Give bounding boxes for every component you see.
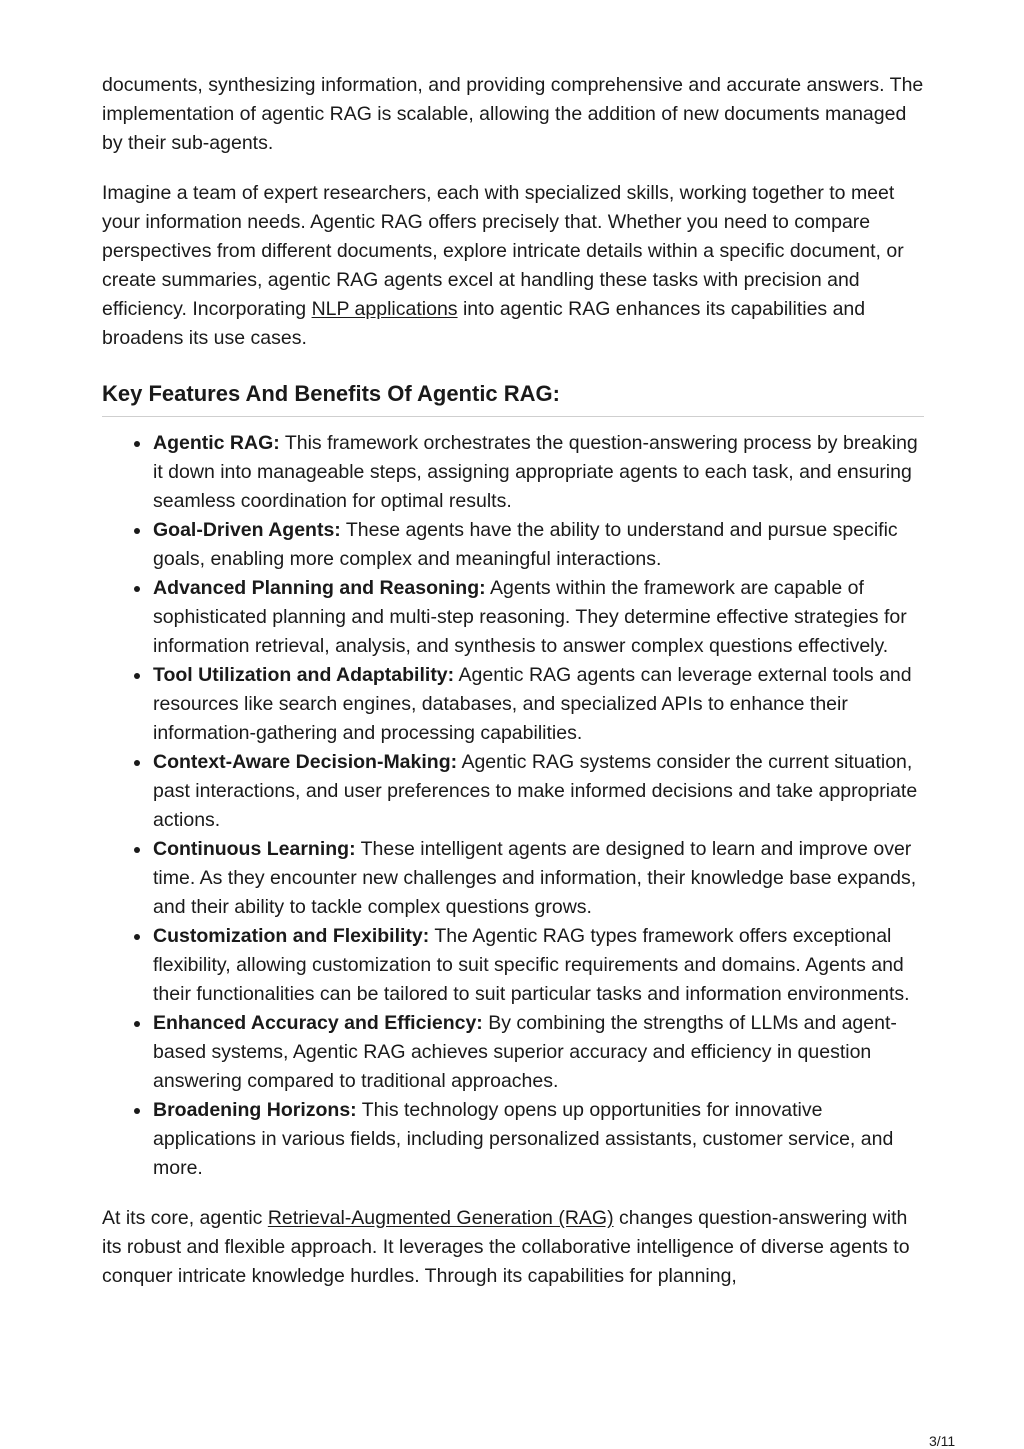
feature-text: By combining the strengths of LLMs and agent-based systems, Agentic RAG achieves superior accuracy and efficiency in question answering compared to traditional approaches. xyxy=(153,1012,897,1092)
feature-title: Enhanced Accuracy and Efficiency: xyxy=(153,1012,483,1034)
document-body xyxy=(102,71,924,1291)
rag-link[interactable]: Retrieval-Augmented Generation (RAG) xyxy=(267,1207,614,1229)
paragraph-expert-team xyxy=(102,179,924,353)
feature-text: Agentic RAG systems consider the current situation, past interactions, and user preferences to make informed decisions and take appropriate actions. xyxy=(153,751,918,831)
paragraph-text: into agentic RAG enhances its capabilities and broadens its use cases. xyxy=(102,298,866,349)
feature-title: Broadening Horizons: xyxy=(153,1099,357,1121)
list-item xyxy=(153,922,924,1009)
list-item xyxy=(153,574,924,661)
feature-title: Goal-Driven Agents: xyxy=(153,519,341,541)
paragraph-conclusion xyxy=(102,1204,924,1291)
feature-title: Continuous Learning: xyxy=(153,838,356,860)
feature-text: These agents have the ability to understand and pursue specific goals, enabling more complex and meaningful interactions. xyxy=(153,519,898,570)
feature-title: Agentic RAG: xyxy=(153,432,280,454)
feature-text: The Agentic RAG types framework offers exceptional flexibility, allowing customization to suit specific requirements and domains. Agents and their functionalities can be tailored to suit particular tasks and information environments. xyxy=(153,925,910,1005)
nlp-applications-link[interactable]: NLP applications xyxy=(311,298,458,320)
page-number: 3/11 xyxy=(929,1433,956,1449)
feature-title: Customization and Flexibility: xyxy=(153,925,430,947)
features-list xyxy=(102,429,924,1183)
section-heading: Key Features And Benefits Of Agentic RAG: xyxy=(102,379,924,417)
feature-text: Agentic RAG agents can leverage external tools and resources like search engines, databases, and specialized APIs to enhance their information-gathering and processing capabilities. xyxy=(153,664,912,744)
feature-title: Tool Utilization and Adaptability: xyxy=(153,664,455,686)
list-item xyxy=(153,516,924,574)
feature-text: These intelligent agents are designed to learn and improve over time. As they encounter new challenges and information, their knowledge base expands, and their ability to tackle complex questions grows. xyxy=(153,838,917,918)
list-item xyxy=(153,748,924,835)
list-item xyxy=(153,1096,924,1183)
paragraph-text: At its core, agentic xyxy=(102,1207,268,1229)
list-item xyxy=(153,1009,924,1096)
list-item xyxy=(153,661,924,748)
list-item xyxy=(153,429,924,516)
paragraph-intro-continuation: documents, synthesizing information, and providing comprehensive and accurate answers. The implementation of agentic RAG is scalable, allowing the addition of new documents managed by their sub-agents. xyxy=(102,74,924,154)
feature-title: Context-Aware Decision-Making: xyxy=(153,751,458,773)
paragraph-text: changes question-answering with its robust and flexible approach. It leverages the collaborative intelligence of diverse agents to conquer intricate knowledge hurdles. Through its capabilities for planning, xyxy=(102,1207,910,1287)
feature-text: Agents within the framework are capable of sophisticated planning and multi-step reasoning. They determine effective strategies for information retrieval, analysis, and synthesis to answer complex questions effectively. xyxy=(153,577,907,657)
feature-title: Advanced Planning and Reasoning: xyxy=(153,577,486,599)
paragraph-text: Imagine a team of expert researchers, each with specialized skills, working together to meet your information needs. Agentic RAG offers precisely that. Whether you need to compare perspectives from different documents, explore intricate details within a specific document, or create summaries, agentic RAG agents excel at handling these tasks with precision and efficiency. Incorporating xyxy=(102,182,904,320)
feature-text: This framework orchestrates the question-answering process by breaking it down into manageable steps, assigning appropriate agents to each task, and ensuring seamless coordination for optimal results. xyxy=(153,432,918,512)
list-item xyxy=(153,835,924,922)
feature-text: This technology opens up opportunities for innovative applications in various fields, including personalized assistants, customer service, and more. xyxy=(153,1099,894,1179)
